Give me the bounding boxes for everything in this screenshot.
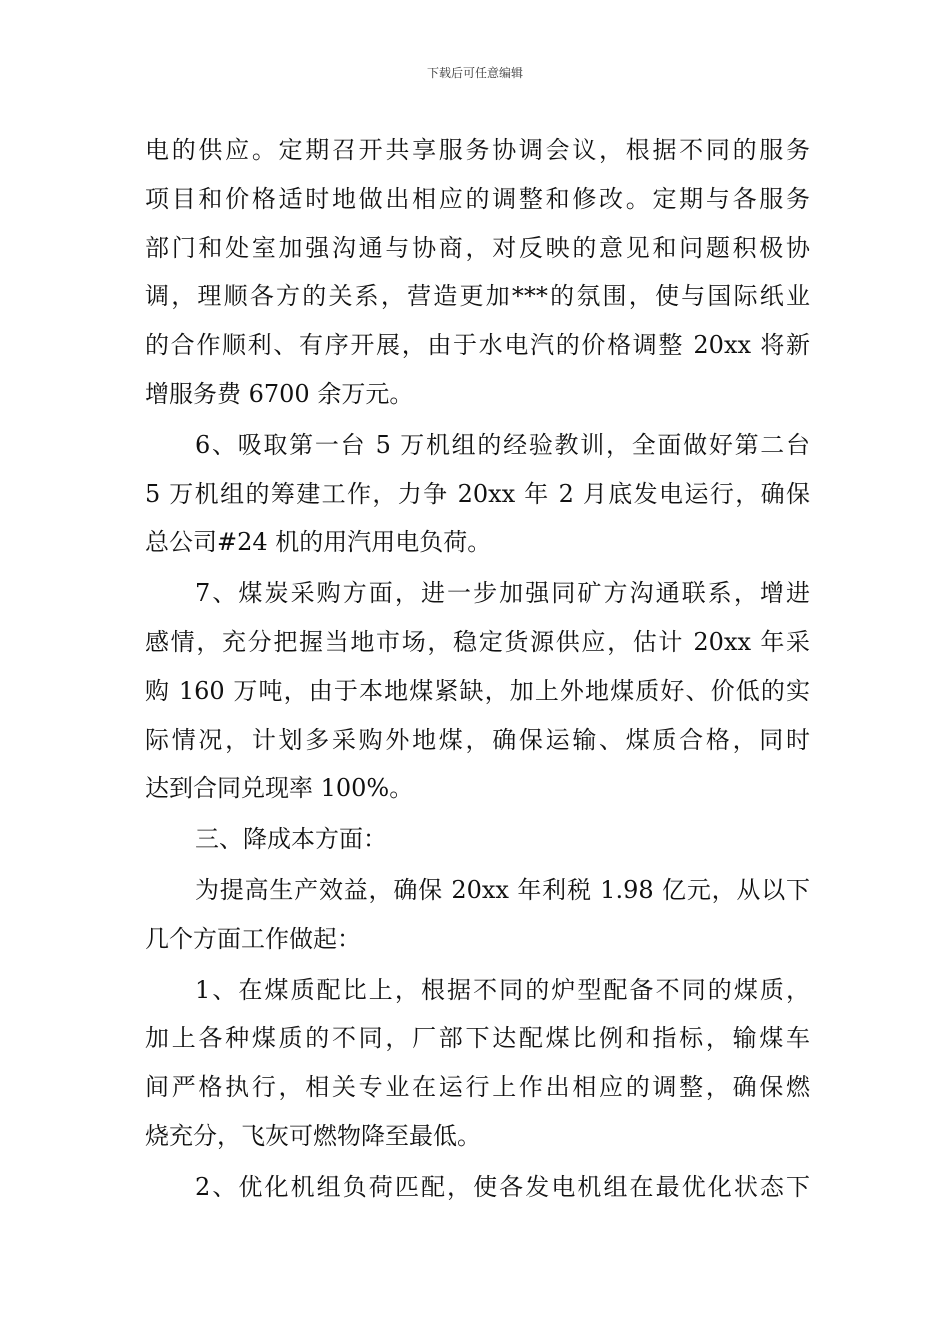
text-line: 的合作顺利、有序开展，由于水电汽的价格调整 20xx 将新: [145, 331, 810, 360]
text-line: 5 万机组的筹建工作，力争 20xx 年 2 月底发电运行，确保: [145, 479, 810, 508]
text-line: 1、在煤质配比上，根据不同的炉型配备不同的煤质，: [195, 975, 810, 1004]
text-line: 6、吸取第一台 5 万机组的经验教训，全面做好第二台: [195, 430, 810, 459]
text-line: 加上各种煤质的不同，厂部下达配煤比例和指标，输煤车: [145, 1024, 810, 1053]
text-line: 项目和价格适时地做出相应的调整和修改。定期与各服务: [145, 184, 810, 213]
text-line: 2、优化机组负荷匹配，使各发电机组在最优化状态下: [195, 1172, 810, 1201]
section-heading: 三、降成本方面：: [195, 825, 387, 854]
text-line: 间严格执行，相关专业在运行上作出相应的调整，确保燃: [145, 1073, 810, 1102]
text-line: 购 160 万吨，由于本地煤紧缺，加上外地煤质好、价低的实: [145, 676, 810, 705]
text-line: 感情，充分把握当地市场，稳定货源供应，估计 20xx 年采: [145, 627, 810, 656]
text-line: 为提高生产效益，确保 20xx 年利税 1.98 亿元，从以下: [195, 875, 810, 904]
document-body: [145, 126, 810, 1212]
page-header: 下载后可任意编辑: [426, 66, 523, 80]
text-line: 电的供应。定期召开共享服务协调会议，根据不同的服务: [145, 136, 810, 164]
text-line: 总公司#24 机的用汽用电负荷。: [145, 528, 492, 557]
text-line: 7、煤炭采购方面，进一步加强同矿方沟通联系，增进: [195, 579, 810, 608]
text-line: 调，理顺各方的关系，营造更加***的氛围，使与国际纸业: [145, 282, 810, 311]
text-line: 增服务费 6700 余万元。: [145, 379, 414, 408]
text-line: 部门和处室加强沟通与协商，对反映的意见和问题积极协: [145, 233, 810, 262]
text-line: 际情况，计划多采购外地煤，确保运输、煤质合格，同时: [145, 725, 810, 754]
text-line: 几个方面工作做起：: [145, 924, 361, 953]
text-line: 达到合同兑现率 100%。: [145, 774, 414, 803]
text-line: 烧充分，飞灰可燃物降至最低。: [145, 1121, 481, 1150]
